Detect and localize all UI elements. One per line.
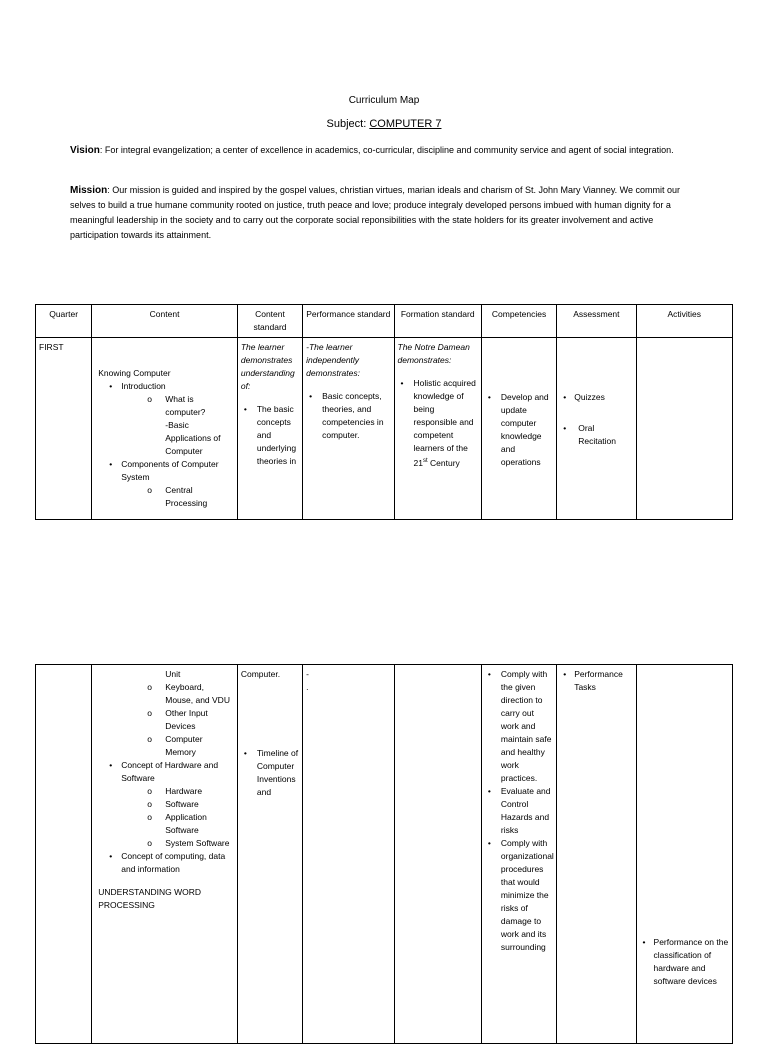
performance-standard-intro: -The learner independently demonstrates: [306, 342, 360, 378]
list-item: • Oral Recitation [560, 422, 632, 448]
subject-line [0, 118, 768, 130]
subject-name: COMPUTER 7 [369, 118, 442, 130]
performance-dot: . [306, 682, 309, 692]
competencies-cell [481, 665, 556, 1044]
list-item: • Performance Tasks [560, 668, 632, 694]
list-item: • Concept of computing, data and information [95, 850, 234, 876]
list-item: o What is computer? [95, 393, 234, 419]
list-item [398, 377, 478, 470]
performance-standard-cell [303, 338, 394, 520]
activities-cell [636, 665, 732, 1044]
formation-standard-intro: The Notre Damean demonstrates: [397, 342, 470, 365]
list-item: • Comply with organizational procedures that would minimize the risks of damage to work and its surrounding [485, 837, 553, 954]
list-item: • Quizzes [560, 391, 632, 404]
mission-text: : Our mission is guided and inspired by the gospel values, christian virtues, marian ideals and charism of St. John Mary Vianney. We commit our selves to build a true humane community rooted on justice, truth peace and love; produce integraly developed persons imbued with human dignity for a meaningful leadership in the society and to carry out the corporate social reponsibilities with the state holders for its greater involvement and active participation towards its attainment. [70, 185, 680, 240]
performance-standard-cell [303, 665, 394, 1044]
formation-bullet-sup: st [422, 458, 428, 464]
header-formation-standard: Formation standard [394, 305, 481, 338]
header-content-standard: Content standard [237, 305, 302, 338]
list-item: o System Software [95, 837, 234, 850]
content-heading: Knowing Computer [98, 368, 171, 378]
table-row [36, 338, 733, 520]
list-item: o Computer Memory [95, 733, 234, 759]
header-row [36, 305, 733, 338]
list-item: • Basic concepts, theories, and competencies in computer. [306, 390, 390, 442]
table-row [36, 665, 733, 1044]
list-item: o Keyboard, Mouse, and VDU [95, 681, 234, 707]
list-item: Unit [165, 669, 181, 679]
vision-paragraph [70, 143, 682, 158]
list-item: • Introduction [95, 380, 234, 393]
list-item: • Concept of Hardware and Software [95, 759, 234, 785]
list-item: • Components of Computer System [95, 458, 234, 484]
curriculum-table-2 [35, 664, 733, 1044]
list-item: o Central Processing [95, 484, 234, 510]
content-standard-cell [237, 665, 302, 1044]
list-item: o Hardware [95, 785, 234, 798]
header-assessment: Assessment [557, 305, 636, 338]
activities-cell [636, 338, 732, 520]
list-item: • Performance on the classification of hardware and software devices [640, 936, 729, 988]
list-item: • Comply with the given direction to carry out work and maintain safe and healthy work practices. [485, 668, 553, 785]
list-item: o Other Input Devices [95, 707, 234, 733]
list-item: o Software [95, 798, 234, 811]
content-cell [92, 338, 238, 520]
vision-label: Vision [70, 145, 100, 156]
mission-label: Mission [70, 185, 108, 196]
list-item: • The basic concepts and underlying theories in [241, 403, 299, 468]
list-item: • Timeline of Computer Inventions and [241, 747, 299, 799]
list-item: -Basic Applications of Computer [165, 420, 221, 456]
content-cell [92, 665, 238, 1044]
mission-paragraph [70, 183, 682, 243]
header-quarter: Quarter [36, 305, 92, 338]
subject-prefix: Subject: [326, 118, 370, 130]
header-content: Content [92, 305, 238, 338]
assessment-cell [557, 338, 636, 520]
vision-text: : For integral evangelization; a center of excellence in academics, co-curricular, discipline and community service and agent of social integration. [99, 145, 674, 155]
formation-standard-cell [394, 338, 481, 520]
performance-dash: - [306, 669, 309, 679]
content-standard-cell [237, 338, 302, 520]
curriculum-table-1 [35, 304, 733, 520]
header-activities: Activities [636, 305, 732, 338]
formation-standard-cell [394, 665, 481, 1044]
assessment-cell [557, 665, 636, 1044]
list-item: • Develop and update computer knowledge and operations [485, 391, 553, 469]
header-performance-standard: Performance standard [303, 305, 394, 338]
document-title: Curriculum Map [348, 95, 420, 106]
header-competencies: Competencies [481, 305, 556, 338]
competencies-cell [481, 338, 556, 520]
content-standard-intro: The learner demonstrates understanding of: [240, 342, 295, 391]
list-item: • Evaluate and Control Hazards and risks [485, 785, 553, 837]
formation-bullet-text: Holistic acquired knowledge of being responsible and competent learners of the 21 [413, 378, 476, 468]
formation-bullet-end: Century [430, 457, 460, 468]
word-processing-heading: UNDERSTANDING WORD PROCESSING [98, 887, 202, 910]
quarter-cell: FIRST [36, 338, 92, 520]
quarter-cell [36, 665, 92, 1044]
list-item: o Application Software [95, 811, 234, 837]
content-standard-top: Computer. [240, 669, 281, 679]
